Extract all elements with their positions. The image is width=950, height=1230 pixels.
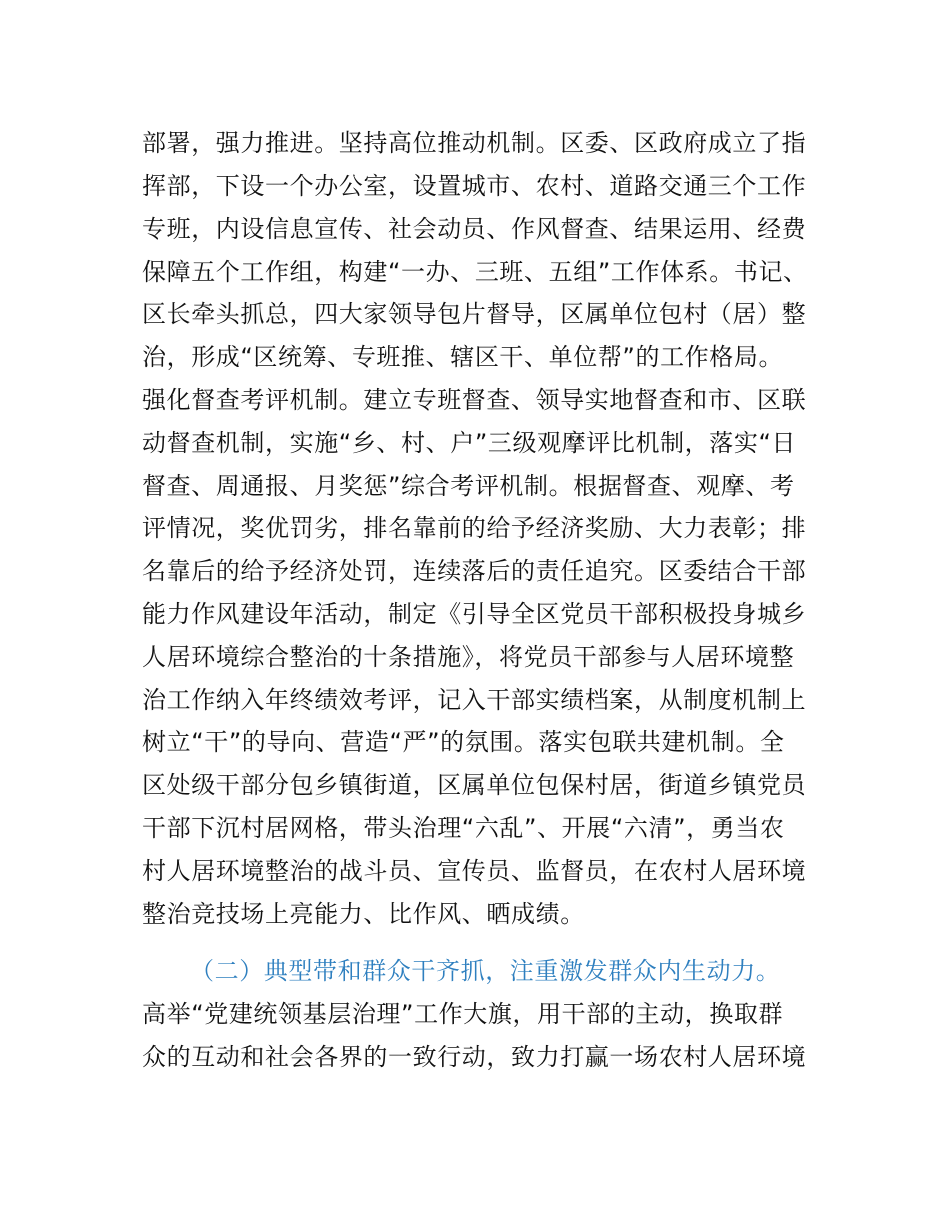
text-line: 保障五个工作组，构建“一办、三班、五组”工作体系。书记、 [142, 258, 808, 286]
text-line: 专班，内设信息宣传、社会动员、作风督查、结果运用、经费 [142, 215, 807, 243]
text-line: 人居环境综合整治的十条措施》，将党员干部参与人居环境整 [142, 643, 795, 671]
text-line: 干部下沉村居网格，带头治理“六乱”、开展“六清”，勇当农 [142, 814, 785, 842]
text-line: 区处级干部分包乡镇街道，区属单位包保村居，街道乡镇党员 [142, 771, 807, 799]
text-line: 区长牵头抓总，四大家领导包片督导，区属单位包村（居）整 [142, 300, 807, 328]
text-line: 治，形成“区统筹、专班推、辖区干、单位帮”的工作格局。 [142, 343, 784, 371]
text-line: 整治竞技场上亮能力、比作风、晒成绩。 [142, 900, 585, 928]
text-line: 督查、周通报、月奖惩”综合考评机制。根据督查、观摩、考 [142, 472, 795, 500]
text-line: 高举“党建统领基层治理”工作大旗，用干部的主动，换取群 [142, 1000, 784, 1028]
text-line: 名靠后的给予经济处罚，连续落后的责任追究。区委结合干部 [142, 557, 807, 585]
text-line: 评情况，奖优罚劣，排名靠前的给予经济奖励、大力表彰；排 [142, 514, 807, 542]
text-line: 强化督查考评机制。建立专班督查、领导实地督查和市、区联 [142, 386, 807, 414]
text-line: 动督查机制，实施“乡、村、户”三级观摩评比机制，落实“日 [142, 429, 797, 457]
text-line: 村人居环境整治的战斗员、宣传员、监督员，在农村人居环境 [142, 857, 807, 885]
text-line: 部署，强力推进。坚持高位推动机制。区委、区政府成立了指 [142, 129, 807, 157]
text-line: 树立“干”的导向、营造“严”的氛围。落实包联共建机制。全 [142, 728, 785, 756]
section-heading: （二）典型带和群众干齐抓，注重激发群众内生动力。 [190, 957, 781, 985]
text-line: 能力作风建设年活动，制定《引导全区党员干部积极投身城乡 [142, 600, 807, 628]
text-line: 挥部，下设一个办公室，设置城市、农村、道路交通三个工作 [142, 172, 807, 200]
text-line: 众的互动和社会各界的一致行动，致力打赢一场农村人居环境 [142, 1043, 807, 1071]
text-line: 治工作纳入年终绩效考评，记入干部实绩档案，从制度机制上 [142, 686, 807, 714]
